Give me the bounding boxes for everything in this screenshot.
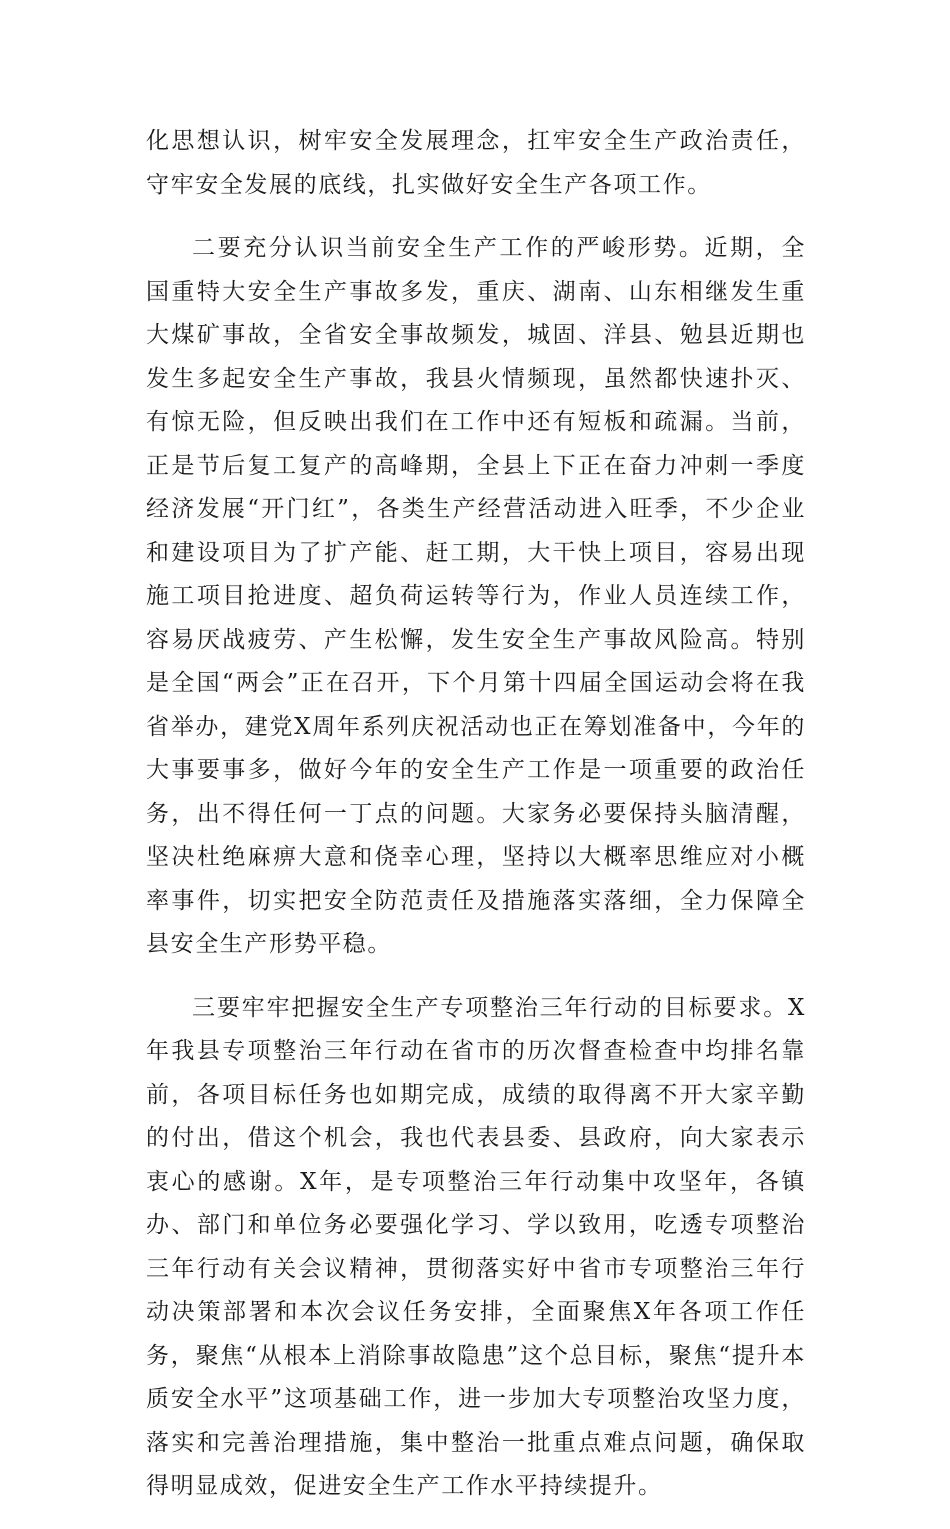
paragraph-situation: 二要充分认识当前安全生产工作的严峻形势。近期，全国重特大安全生产事故多发，重庆、湖南、山东相继发生重大煤矿事故，全省安全事故频发，城固、洋县、勉县近期也发生多起安全生产事故，我县火情频现，虽然都快速扑灭、有惊无险，但反映出我们在工作中还有短板和疏漏。当前，正是节后复工复产的高峰期，全县上下正在奋力冲刺一季度经济发展“开门红”，各类生产经营活动进入旺季，不少企业和建设项目为了扩产能、赶工期，大干快上项目，容易出现施工项目抢进度、超负荷运转等行为，作业人员连续工作，容易厌战疲劳、产生松懈，发生安全生产事故风险高。特别是全国“两会”正在召开，下个月第十四届全国运动会将在我省举办，建党X周年系列庆祝活动也正在筹划准备中，今年的大事要事多，做好今年的安全生产工作是一项重要的政治任务，出不得任何一丁点的问题。大家务必要保持头脑清醒，坚决杜绝麻痹大意和侥幸心理，坚持以大概率思维应对小概率事件，切实把安全防范责任及措施落实落细，全力保障全县安全生产形势平稳。 (146, 235, 806, 957)
paragraph-objectives: 三要牢牢把握安全生产专项整治三年行动的目标要求。X年我县专项整治三年行动在省市的历次督查检查中均排名靠前，各项目标任务也如期完成，成绩的取得离不开大家辛勤的付出，借这个机会，我也代表县委、县政府，向大家表示衷心的感谢。X年，是专项整治三年行动集中攻坚年，各镇办、部门和单位务必要强化学习、学以致用，吃透专项整治三年行动有关会议精神，贯彻落实好中省市专项整治三年行动决策部署和本次会议任务安排，全面聚焦X年各项工作任务，聚焦“从根本上消除事故隐患”这个总目标，聚焦“提升本质安全水平”这项基础工作，进一步加大专项整治攻坚力度，落实和完善治理措施，集中整治一批重点难点问题，确保取得明显成效，促进安全生产工作水平持续提升。 (146, 994, 806, 1499)
document-body (146, 120, 806, 1529)
paragraph-continuation: 化思想认识，树牢安全发展理念，扛牢安全生产政治责任，守牢安全发展的底线，扎实做好安全生产各项工作。 (146, 128, 806, 198)
